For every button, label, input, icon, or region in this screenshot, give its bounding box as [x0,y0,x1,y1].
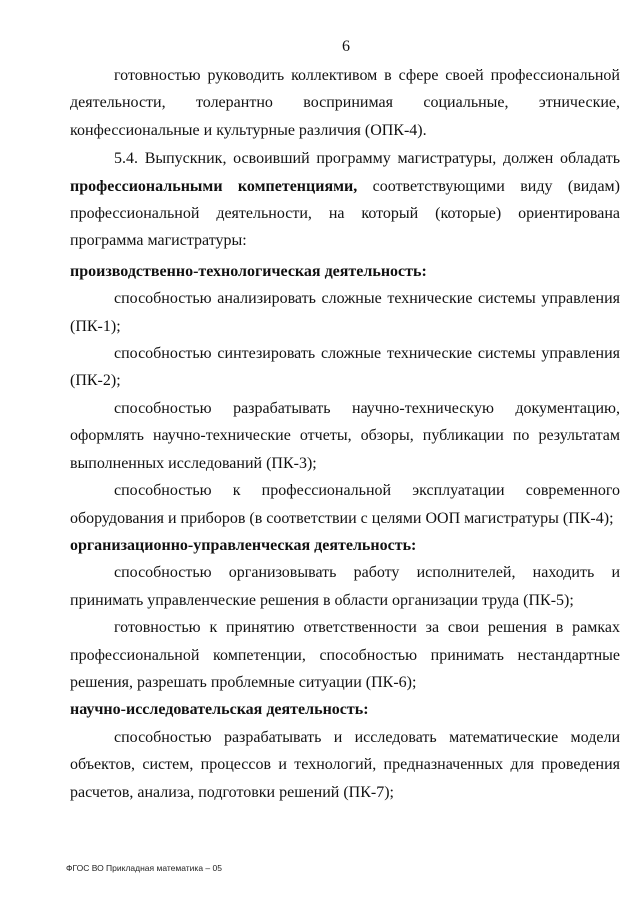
paragraph-opk4-line1: готовностью руководить коллективом в сфере своей профессиональной [114,67,620,84]
heading-research: научно-исследовательская деятельность: [70,701,369,719]
heading-organizational-managerial: организационно-управленческая деятельность: [70,536,417,554]
competency-pk1: способностью анализировать сложные технические системы управления (ПК-1); [70,290,620,335]
paragraph-5-4-start: 5.4. Выпускник, освоивший программу магистратуры, должен обладать [114,150,620,168]
competency-pk3: способностью разрабатывать научно-техническую документацию, оформлять научно-технические отчеты, обзоры, публикации по результатам выполненных исследований (ПК-3); [70,399,620,472]
footer-standard-label: ФГОС ВО Прикладная математика – 05 [66,863,222,873]
paragraph-opk4-rest: деятельности, толерантно воспринимая социальные, этнические, конфессиональные и культурные различия (ОПК-4). [70,94,620,139]
competency-pk4: способностью к профессиональной эксплуатации современного оборудования и приборов (в соответствии с целями ООП магистратуры (ПК-4); [70,482,620,527]
bold-term-professional-competencies: профессиональными компетенциями, [70,177,358,195]
competency-pk5: способностью организовывать работу исполнителей, находить и принимать управленческие решения в области организации труда (ПК-5); [70,564,620,609]
competency-pk2: способностью синтезировать сложные технические системы управления (ПК-2); [70,345,620,390]
paragraph-5-4 [70,145,620,255]
competency-pk7: способностью разрабатывать и исследовать математические модели объектов, систем, процессов и технологий, предназначенных для проведения расчетов, анализа, подготовки решений (ПК-7); [70,728,620,801]
heading-production-technological: производственно-технологическая деятельность: [70,262,427,280]
competency-pk6: готовностью к принятию ответственности за свои решения в рамках профессиональной компетенции, способностью принимать нестандартные решения, разрешать проблемные ситуации (ПК-6); [70,619,620,691]
document-body [70,62,620,806]
paragraph-5-4-end: соответствующими виду (видам) профессиональной деятельности, на который (которые) ориентирована программа магистратуры: [70,177,620,250]
page-number: 6 [342,38,350,55]
